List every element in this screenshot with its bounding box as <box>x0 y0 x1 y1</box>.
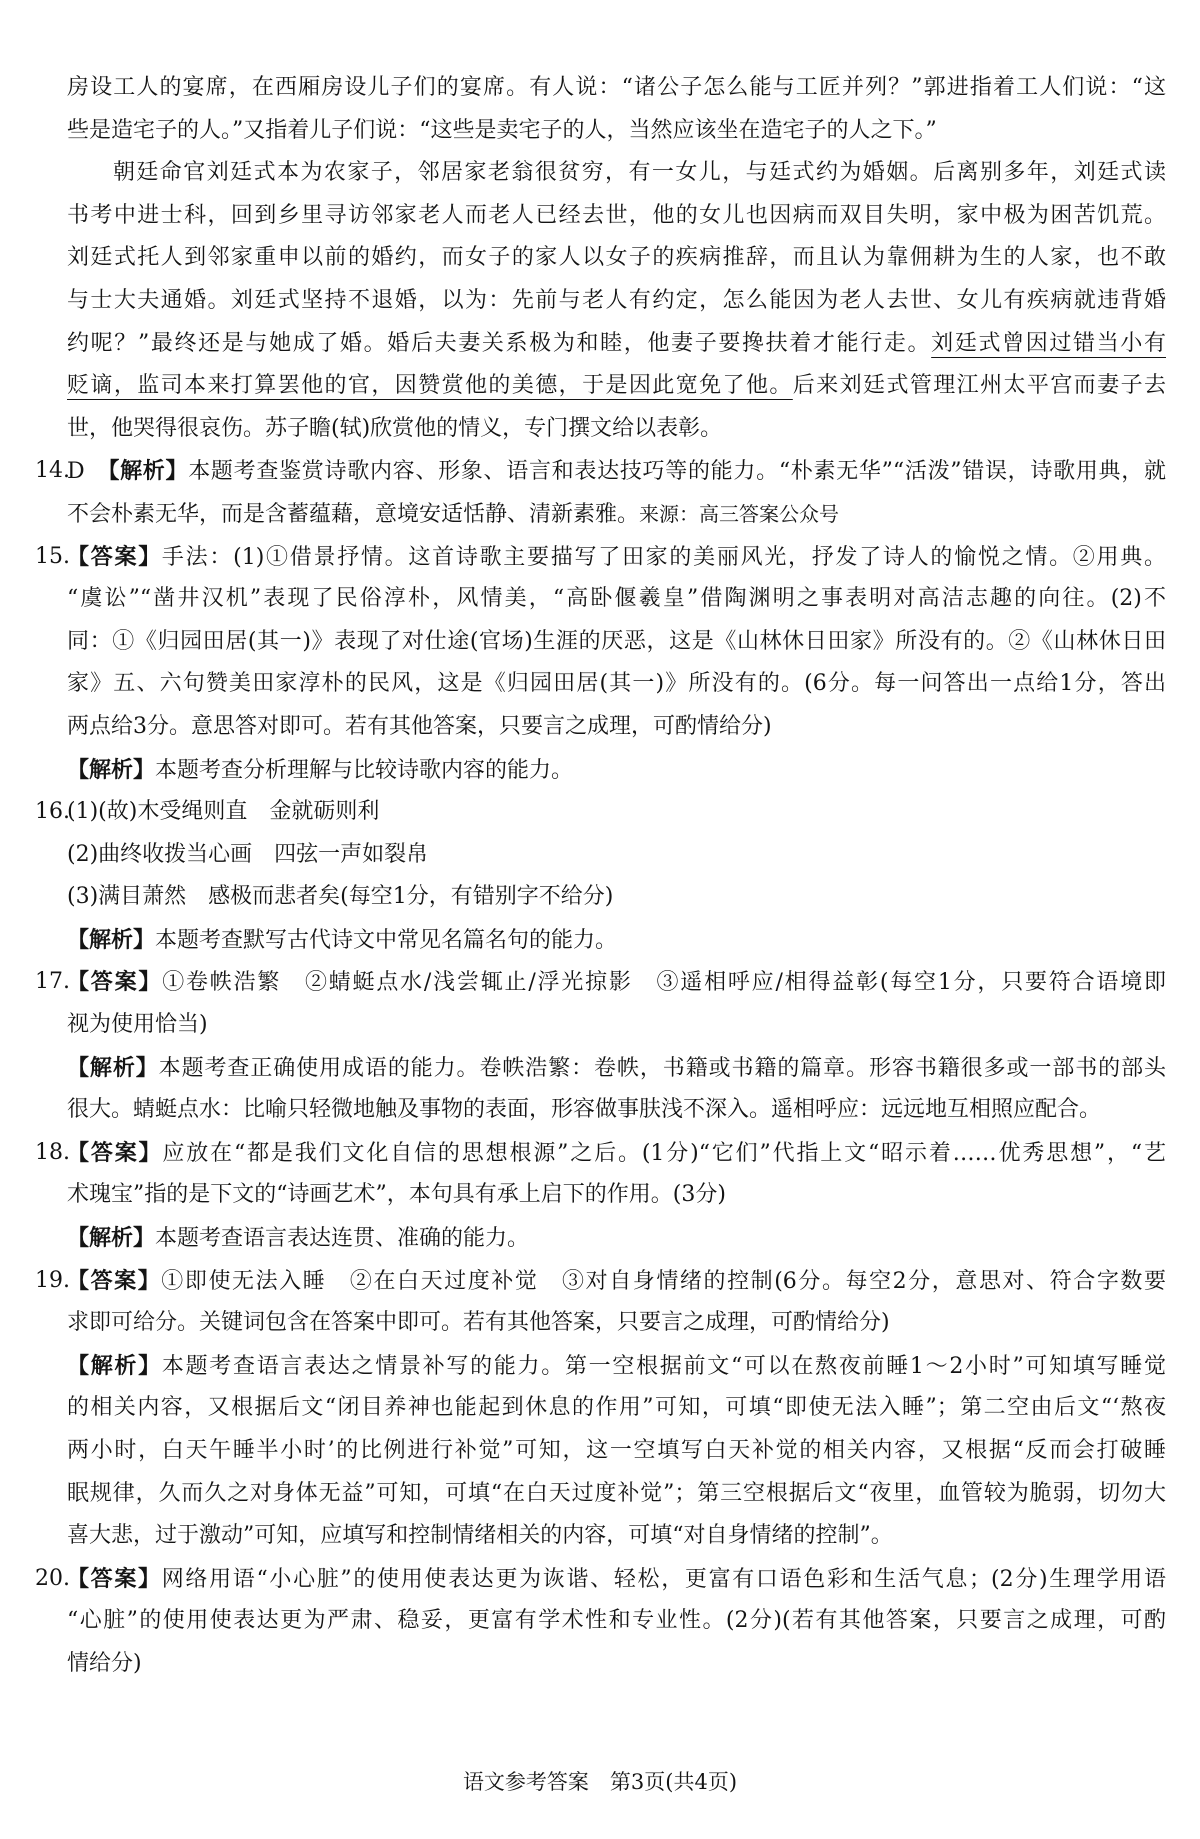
question-number: 20. <box>35 1565 70 1591</box>
question-16 <box>35 791 1166 961</box>
answer-line <box>35 1132 1166 1175</box>
passage-line <box>67 365 1166 408</box>
answer-line: 两点给3分。意思答对即可。若有其他答案，只要言之成理，可酌情给分) <box>67 713 772 739</box>
analysis-line: 很大。蜻蜓点水：比喻只轻微地触及事物的表面，形容做事肤浅不深入。遥相呼应：远远地互相照应配合。 <box>67 1097 1102 1123</box>
analysis-line <box>35 450 1166 493</box>
analysis-text: 不会朴素无华，而是含蓄蕴藉，意境安适恬静、清新素雅。 <box>67 501 640 527</box>
passage-line: 些是造宅子的人。”又指着儿子们说：“这些是卖宅子的人，当然应该坐在造宅子的人之下。” <box>67 117 937 143</box>
answer-line: 视为使用恰当) <box>67 1012 208 1038</box>
answer-choice: D <box>67 459 85 485</box>
analysis-label: 【解析】 <box>67 1054 159 1081</box>
answer-text: 手法：(1)①借景抒情。这首诗歌主要描写了田家的美丽风光，抒发了诗人的愉悦之情。②用典。 <box>161 544 1166 570</box>
analysis-label: 【解析】 <box>67 1352 162 1379</box>
answer-label: 【答案】 <box>67 1267 162 1294</box>
answer-text: ①卷帙浩繁 ②蜻蜓点水/浅尝辄止/浮光掠影 ③遥相呼应/相得益彰(每空1分，只要符合语境即 <box>162 970 1166 996</box>
answer-line: (3)满目萧然 感极而悲者矣(每空1分，有错别字不给分) <box>67 884 614 910</box>
answer-text: 网络用语“小心脏”的使用使表达更为诙谐、轻松，更富有口语色彩和生活气息；(2分)生理学用语 <box>161 1566 1166 1592</box>
question-number: 18. <box>35 1139 70 1165</box>
passage-text: 约呢？”最终还是与她成了婚。婚后夫妻关系极为和睦，他妻子要搀扶着才能行走。 <box>67 330 932 356</box>
answer-key-page <box>35 67 1166 1686</box>
analysis-line: 两小时，白天午睡半小时’的比例进行补觉”可知，这一空填写白天补觉的相关内容，又根据“反而会打破睡 <box>67 1438 1166 1463</box>
answer-line: 同：①《归园田居(其一)》表现了对仕途(官场)生涯的厌恶，这是《山林休日田家》所没有的。②《山林休日田 <box>67 628 1166 654</box>
analysis-text: 本题考查鉴赏诗歌内容、形象、语言和表达技巧等的能力。“朴素无华”“活泼”错误，诗歌用典，就 <box>188 459 1166 485</box>
answer-line <box>35 961 1166 1004</box>
analysis-text: 本题考查默写古代诗文中常见名篇名句的能力。 <box>155 927 618 953</box>
answer-line: “心脏”的使用使表达更为严肃、稳妥，更富有学术性和专业性。(2分)(若有其他答案，只要言之成理，可酌 <box>67 1608 1166 1634</box>
analysis-text: 本题考查正确使用成语的能力。卷帙浩繁：卷帙，书籍或书籍的篇章。形容书籍很多或一部书的部头 <box>158 1055 1166 1081</box>
answer-line: 术瑰宝”指的是下文的“诗画艺术”，本句具有承上启下的作用。(3分) <box>67 1182 726 1208</box>
answer-label: 【答案】 <box>67 543 162 570</box>
answer-line <box>35 791 1166 834</box>
question-number: 15. <box>35 543 70 569</box>
analysis-line <box>67 1217 1166 1260</box>
translation-passage <box>67 67 1166 450</box>
source-note: 来源：高三答案公众号 <box>639 501 840 526</box>
answer-line: 家》五、六句赞美田家淳朴的民风，这是《归园田居(其一)》所没有的。(6分。每一问答出一点给1分，答出 <box>67 671 1166 697</box>
analysis-line: 的相关内容，又根据后文“闭目养神也能起到休息的作用”可知，可填“即使无法入睡”；第二空由后文“‘熬夜 <box>67 1395 1166 1421</box>
analysis-text: 本题考查语言表达之情景补写的能力。第一空根据前文“可以在熬夜前睡1～2小时”可知填写睡觉 <box>161 1353 1166 1379</box>
answer-line: 情给分) <box>67 1650 142 1676</box>
answer-label: 【答案】 <box>67 1139 163 1166</box>
analysis-line <box>67 919 1166 962</box>
analysis-line <box>67 749 1166 792</box>
answer-line: “虞讼”“凿井汉机”表现了民俗淳朴，风情美，“高卧偃羲皇”借陶渊明之事表明对高洁志趣的向往。(2)不 <box>67 586 1166 612</box>
answer-line: 求即可给分。关键词包含在答案中即可。若有其他答案，只要言之成理，可酌情给分) <box>67 1310 890 1336</box>
passage-line: 刘廷式托人到邻家重申以前的婚约，而女子的家人以女子的疾病推辞，而且认为靠佣耕为生的人家，也不敢 <box>67 245 1166 271</box>
underlined-sentence: 刘廷式曾因过错当小有 <box>931 330 1166 356</box>
analysis-line: 眠规律，久而久之对身体无益”可知，可填“在白天过度补觉”；第三空根据后文“夜里，血管较为脆弱，切勿大 <box>67 1480 1166 1506</box>
answer-line: (2)曲终收拨当心画 四弦一声如裂帛 <box>67 841 429 867</box>
analysis-label: 【解析】 <box>67 926 156 953</box>
analysis-label: 【解析】 <box>96 458 189 485</box>
passage-line: 书考中进士科，回到乡里寻访邻家老人而老人已经去世，他的女儿也因病而双目失明，家中极为困苦饥荒。 <box>67 202 1166 228</box>
answer-line <box>35 1558 1166 1601</box>
question-17 <box>35 961 1166 1131</box>
passage-line: 房设工人的宴席，在西厢房设儿子们的宴席。有人说：“诸公子怎么能与工匠并列？”郭进指着工人们说：“这 <box>67 75 1166 100</box>
answer-text: ①即使无法入睡 ②在白天过度补觉 ③对自身情绪的控制(6分。每空2分，意思对、符合字数要 <box>161 1268 1166 1294</box>
question-14 <box>35 450 1166 535</box>
question-19 <box>35 1260 1166 1558</box>
analysis-line <box>67 1345 1166 1388</box>
question-number: 16. <box>35 799 70 825</box>
answer-line <box>35 536 1166 579</box>
passage-line <box>67 323 1166 366</box>
analysis-label: 【解析】 <box>67 1225 156 1252</box>
question-number: 17. <box>35 969 70 995</box>
analysis-line <box>67 1047 1166 1090</box>
answer-text: 应放在“都是我们文化自信的思想根源”之后。(1分)“它们”代指上文“昭示着……优秀思想”，“艺 <box>162 1140 1166 1166</box>
question-18 <box>35 1132 1166 1260</box>
analysis-text: 本题考查分析理解与比较诗歌内容的能力。 <box>155 757 574 783</box>
underlined-sentence: 贬谪，监司本来打算罢他的官，因赞赏他的美德，于是因此宽免了他。 <box>67 373 793 399</box>
passage-text: 后来刘廷式管理江州太平宫而妻子去 <box>792 373 1166 399</box>
answer-label: 【答案】 <box>67 1565 162 1592</box>
answer-label: 【答案】 <box>67 969 163 996</box>
passage-line: 朝廷命官刘廷式本为农家子，邻居家老翁很贫穷，有一女儿，与廷式约为婚姻。后离别多年，刘廷式读 <box>113 160 1166 186</box>
analysis-line: 喜大悲，过于激动”可知，应填写和控制情绪相关的内容，可填“对自身情绪的控制”。 <box>67 1523 893 1549</box>
question-number: 19. <box>35 1267 70 1293</box>
analysis-text: 本题考查语言表达连贯、准确的能力。 <box>155 1226 530 1252</box>
analysis-label: 【解析】 <box>67 756 156 783</box>
passage-line: 与士大夫通婚。刘廷式坚持不退婚，以为：先前与老人有约定，怎么能因为老人去世、女儿有疾病就违背婚 <box>67 287 1166 313</box>
page-footer: 语文参考答案 第3页(共4页) <box>462 1770 738 1794</box>
answer-text: (1)(故)木受绳则直 金就砺则利 <box>67 799 380 825</box>
question-15 <box>35 536 1166 792</box>
question-20 <box>35 1558 1166 1686</box>
answer-line <box>35 1260 1166 1303</box>
analysis-line <box>67 493 1166 536</box>
question-number: 14. <box>35 458 70 484</box>
passage-line: 世，他哭得很哀伤。苏子瞻(轼)欣赏他的情义，专门撰文给以表彰。 <box>67 415 723 441</box>
